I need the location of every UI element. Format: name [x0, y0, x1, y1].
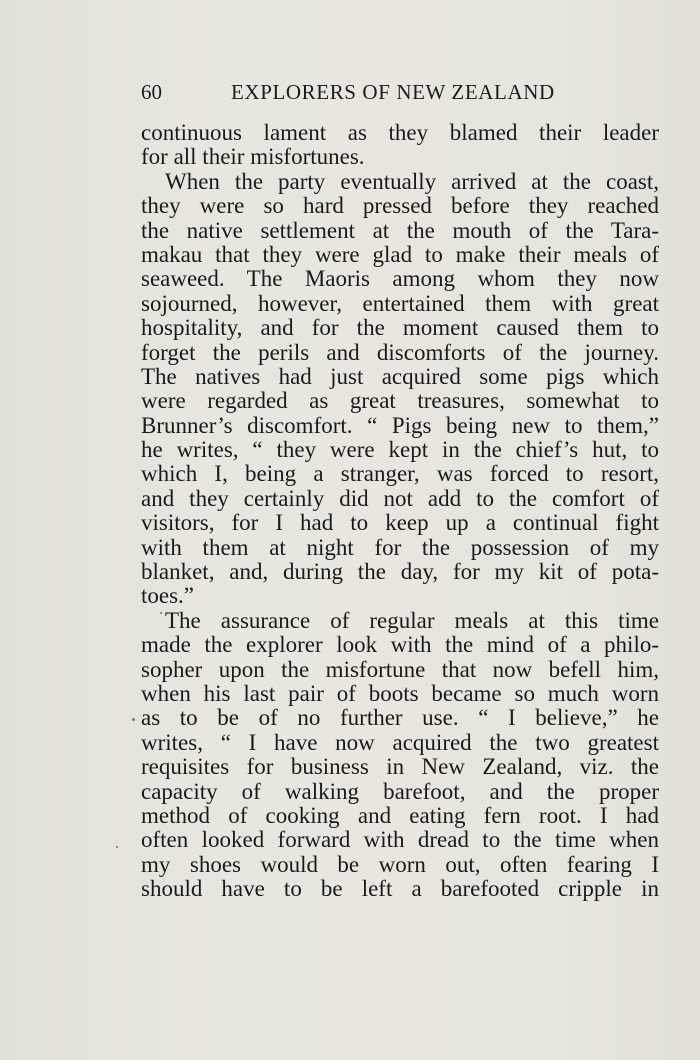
text-line: writes, “ I have now acquired the two greatest	[141, 729, 659, 755]
page-number: 60	[141, 80, 162, 104]
text-line: they were so hard pressed before they reached	[141, 193, 659, 219]
text-line: when his last pair of boots became so much worn	[141, 680, 659, 706]
text-line: as to be of no further use. “ I believe,” he	[141, 705, 659, 731]
text-line: visitors, for I had to keep up a continual fight	[141, 510, 659, 536]
margin-mark	[132, 718, 135, 721]
text-line: which I, being a stranger, was forced to resort,	[141, 461, 659, 487]
text-line: Brunner’s discomfort. “ Pigs being new to them,”	[141, 412, 659, 438]
body-text	[141, 121, 659, 902]
text-line: with them at night for the possession of my	[141, 534, 659, 560]
text-line: capacity of walking barefoot, and the proper	[141, 778, 659, 804]
text-line: and they certainly did not add to the comfort of	[141, 485, 659, 511]
text-line: made the explorer look with the mind of a philo-	[141, 632, 659, 658]
text-line: The assurance of regular meals at this time	[165, 607, 659, 633]
text-line: The natives had just acquired some pigs which	[141, 363, 659, 389]
text-line: for all their misfortunes.	[141, 144, 365, 170]
text-line: he writes, “ they were kept in the chief’s hut, to	[141, 437, 659, 463]
text-line: my shoes would be worn out, often fearing I	[141, 851, 659, 877]
margin-mark	[160, 612, 162, 614]
text-line: were regarded as great treasures, somewhat to	[141, 388, 659, 414]
margin-mark	[116, 846, 118, 848]
text-line: When the party eventually arrived at the coast,	[165, 168, 659, 194]
text-line: method of cooking and eating fern root. I had	[141, 802, 659, 828]
text-line: seaweed. The Maoris among whom they now	[141, 266, 659, 292]
text-line: the native settlement at the mouth of the Tara-	[141, 217, 659, 243]
text-line: often looked forward with dread to the time when	[141, 827, 659, 853]
text-line: toes.”	[141, 583, 195, 609]
text-line: sojourned, however, entertained them with great	[141, 290, 659, 316]
page-header	[141, 80, 659, 108]
text-line: makau that they were glad to make their meals of	[141, 241, 659, 267]
text-line: sopher upon the misfortune that now befell him,	[141, 656, 659, 682]
text-line: continuous lament as they blamed their leader	[141, 120, 659, 145]
text-line: should have to be left a barefooted cripple in	[141, 876, 659, 902]
text-line: hospitality, and for the moment caused them to	[141, 315, 659, 341]
text-line: requisites for business in New Zealand, viz. the	[141, 754, 659, 780]
text-line: forget the perils and discomforts of the journey.	[141, 339, 659, 365]
text-line: blanket, and, during the day, for my kit of pota-	[141, 559, 659, 585]
running-head: EXPLORERS OF NEW ZEALAND	[231, 80, 555, 104]
